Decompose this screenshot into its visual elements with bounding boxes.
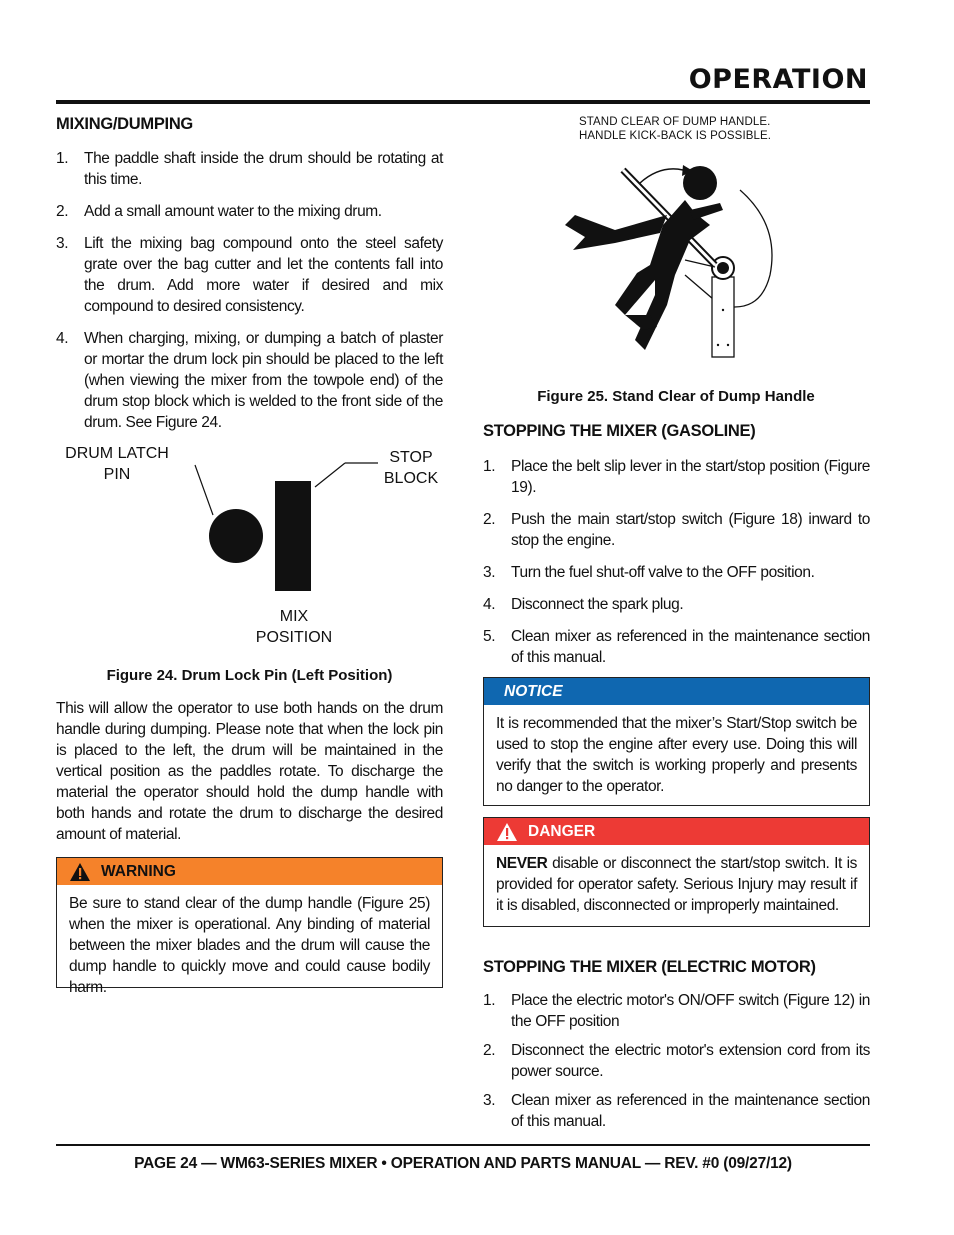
mixer-post — [712, 277, 734, 357]
danger-title: DANGER — [528, 822, 596, 840]
mixing-section — [56, 114, 443, 444]
gasoline-section — [483, 421, 870, 679]
stop-block — [275, 481, 311, 591]
block-leader-line — [315, 463, 345, 487]
warning-title: WARNING — [101, 862, 176, 880]
figure25-caption: Figure 25. Stand Clear of Dump Handle — [537, 388, 815, 405]
list-item: 4. When charging, mixing, or dumping a batch of plaster or mortar the drum lock pin should be placed to the left (when viewing the mixer from the towpole end) of the drum stop block which is welded to the front side of the drum. See Figure 24. — [56, 330, 443, 431]
list-item: 2. Push the main start/stop switch (Figure 18) inward to stop the engine. — [483, 511, 870, 549]
notice-title: NOTICE — [504, 682, 563, 700]
notice-box — [483, 677, 870, 806]
list-item: 5. Clean mixer as referenced in the maintenance section of this manual. — [483, 628, 870, 666]
footer-rule — [56, 1144, 870, 1146]
list-item: 1. Place the electric motor's ON/OFF switch (Figure 12) in the OFF position — [483, 992, 870, 1030]
list-item: 1. Place the belt slip lever in the start/stop position (Figure 19). — [483, 458, 870, 496]
electric-heading: STOPPING THE MIXER (ELECTRIC MOTOR) — [483, 958, 816, 976]
gasoline-heading: STOPPING THE MIXER (GASOLINE) — [483, 422, 756, 440]
page-footer: PAGE 24 — WM63-SERIES MIXER • OPERATION AND PARTS MANUAL — REV. #0 (09/27/12) — [134, 1155, 792, 1172]
notice-bar — [484, 678, 869, 705]
list-item: 3. Clean mixer as referenced in the maintenance section of this manual. — [483, 1092, 870, 1130]
label-mix-position: MIX POSITION — [255, 608, 333, 646]
drum-lock-pin-diagram — [180, 455, 380, 605]
mixing-list — [56, 148, 443, 433]
label-drum-latch: DRUM LATCH PIN — [65, 445, 169, 483]
gasoline-list — [483, 456, 870, 668]
list-item: 3. Lift the mixing bag compound onto the steel safety grate over the bag cutter and let the contents fall into the drum. Add more water if desired and mix compound to desired consistency. — [56, 235, 443, 315]
warning-box — [56, 857, 443, 996]
list-item: 3. Turn the fuel shut-off valve to the OFF position. — [483, 564, 815, 581]
page-title: OPERATION — [688, 64, 868, 95]
person-arm — [690, 203, 723, 220]
danger-box — [483, 817, 870, 927]
mixing-paragraph: This will allow the operator to use both hands on the drum handle during dumping. Please note that when the lock pin is placed to the left, the drum will be maintained in the vertical position as the paddles rotate. To discharge the material the operator should hold the dump handle with both hands and rotate the drum to discharge the desired amount of material. — [56, 700, 443, 843]
stand-clear-illustration — [555, 155, 785, 365]
header-rule — [56, 100, 870, 104]
person-head — [683, 166, 717, 200]
electric-list — [483, 990, 870, 1132]
figure25-note: STAND CLEAR OF DUMP HANDLE. HANDLE KICK-BACK IS POSSIBLE. — [579, 116, 772, 142]
kickback-arrow — [640, 169, 683, 183]
mixing-heading: MIXING/DUMPING — [56, 115, 193, 133]
warning-icon — [69, 862, 91, 882]
list-item: 2. Disconnect the electric motor's extension cord from its power source. — [483, 1042, 870, 1080]
danger-text: NEVER disable or disconnect the start/stop switch. It is provided for operator safety. Serious Injury may result if it is disabled, disconnected or improperly maintained. — [496, 855, 857, 914]
warning-bar — [57, 858, 442, 885]
person-leg — [565, 215, 667, 250]
warning-text: Be sure to stand clear of the dump handle (Figure 25) when the mixer is operational. Any binding of material between the mixer blades and the drum will cause the dump handle to quickly move and could cause bodily harm. — [69, 895, 430, 996]
figure24-caption: Figure 24. Drum Lock Pin (Left Position) — [106, 667, 393, 684]
danger-icon — [496, 822, 518, 842]
notice-text: It is recommended that the mixer’s Start/Stop switch be used to stop the engine after every use. Doing this will verify that the switch is working properly and presents no danger to the operator. — [496, 715, 857, 795]
label-stop-block: STOP BLOCK — [383, 449, 439, 487]
list-item: 2. Add a small amount water to the mixing drum. — [56, 203, 382, 220]
list-item: 1. The paddle shaft inside the drum should be rotating at this time. — [56, 150, 443, 188]
list-item: 4. Disconnect the spark plug. — [483, 596, 684, 613]
danger-bar — [484, 818, 869, 845]
electric-section — [483, 957, 870, 1132]
mixing-paragraph-block — [56, 698, 443, 845]
drum-latch-pin — [209, 509, 263, 563]
latch-leader-line — [195, 465, 213, 515]
